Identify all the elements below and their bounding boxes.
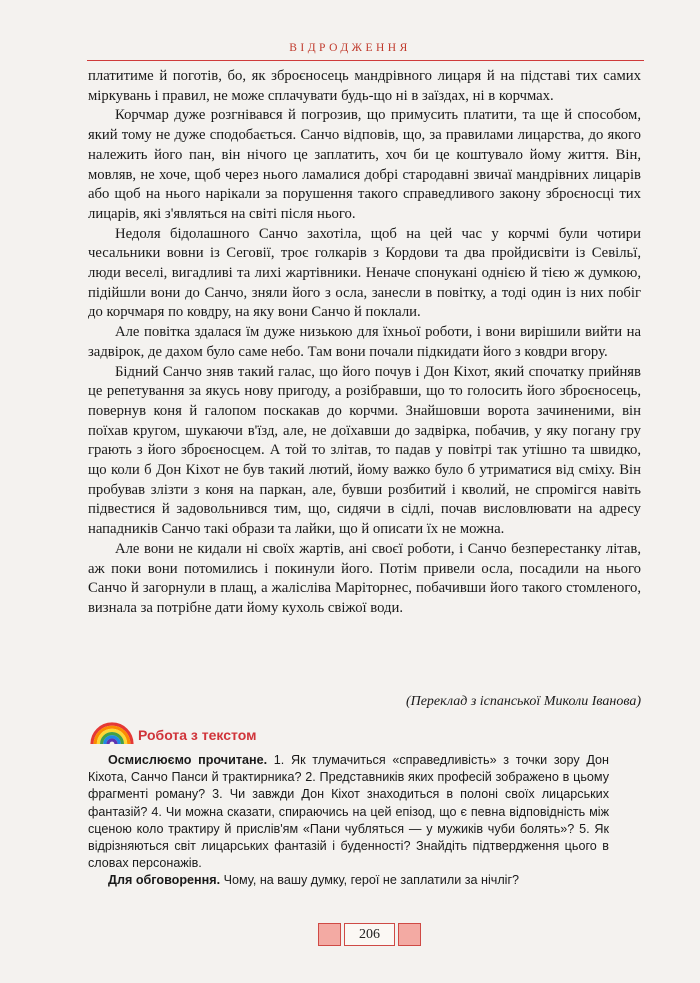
paragraph: Але повітка здалася їм дуже низькою для їхньої роботи, і вони вирішили вийти на задвірок, де дахом було саме небо. Там вони почали підкидати його з ковдри вгору. [88,324,641,360]
paragraph: Недоля бідолашного Санчо захотіла, щоб на цей час у корчмі були чотири чесальники вовни із Сеговії, троє голкарів з Кордови та два пройдисвіти із Севільї, люди веселі, вигадливі та лихі жартівники. Неначе спонукані однією й тією ж думкою, підійшли вони до Санчо, зняли його з осла, занесли в повітку, а тоді один із них побіг до корчмаря по ковдру, на яку вони Санчо й поклали. [88,225,641,321]
paragraph: Корчмар дуже розгнівався й погрозив, що примусить платити, та ще й способом, який тому не дуже сподобається. Санчо відповів, що, за правилами лицарства, до якого належить його пан, він нічого це заплатить, хоч би це коштувало йому життя. Він, мовляв, не хоче, щоб через нього ламалися добрі стародавні звичаї мандрівних лицарів або щоб на нього нарікали за порушення такого справедливого закону зброєносці тих лицарів, які з'являться на світі після нього. [88,107,641,222]
task-text: Чому, на вашу думку, герої не заплатили за нічліг? [220,873,520,888]
task-label: Для обговорення. [108,873,221,888]
main-text [88,67,641,619]
page-number: 206 [344,923,395,946]
paragraph: Бідний Санчо зняв такий галас, що його почув і Дон Кіхот, який спочатку прийняв це репетування за якусь нову пригоду, а розібравши, що то голосить його зброєносець, повернув коня й галопом поскакав до корчми. Знайшовши ворота зачиненими, він поїхав кругом, шукаючи в'їзд, але, не доїхавши до задвірка, побачив, у яку погану гру грають з його зброєносцем. А той то злітав, то падав у повітрі так утішно та швидко, що коли б Дон Кіхот не був такий лютий, йому важко було б утриматися від сміху. Він пробував злізти з коня на паркан, але, бувши розбитий і кволий, не спромігся навіть підвестися й задовольнився тим, що, сидячи в сідлі, почав висловлювати на адресу нападників Санчо такі образи та лайки, що й описати їх не можна. [88,363,641,538]
paragraph: платитиме й поготів, бо, як зброєносець мандрівного лицаря й на підставі тих самих міркувань і правил, не може сплачувати будь-що ні в заїздах, ні в корчмах. [88,68,641,104]
header-divider [87,60,644,61]
task-paragraph [88,872,609,889]
running-header: ВІДРОДЖЕННЯ [289,42,411,54]
task-text: 1. Як тлумачиться «справедливість» з точки зору Дон Кіхота, Санчо Панси й трактирника? 2. Представників яких професій зображено в цьому фрагменті роману? 3. Чи завжди Дон Кіхот знаходиться в полоні своїх лицарських фантазій? 4. Чи можна сказати, спираючись на цей епізод, що є певна відповідність між сценою коло трактиру й прислів'ям «Пани чубляться — у мужиків чуби болять»? 5. Як відрізняються світ лицарських фантазій і буденності? Знайдіть підтвердження цього в словах персонажів. [88,753,609,871]
translator-credit: (Переклад з іспанської Миколи Іванова) [405,694,641,709]
page-number-decoration [318,923,341,946]
task-paragraph [88,752,609,872]
section-title: Робота з текстом [138,727,257,743]
rainbow-icon [90,719,134,745]
tasks-block [88,752,609,890]
task-label: Осмислюємо прочитане. [108,753,268,767]
page-number-block [318,923,421,946]
paragraph: Але вони не кидали ні своїх жартів, ані своєї роботи, і Санчо безперестанку літав, аж поки вони потомились і покинули його. Потім привели осла, посадили на нього Санчо й загорнули в плащ, а жалісліва Маріторнес, побачивши його такого стомленого, визнала за потрібне дати йому кухоль свіжої води. [88,540,641,616]
page-number-decoration [398,923,421,946]
